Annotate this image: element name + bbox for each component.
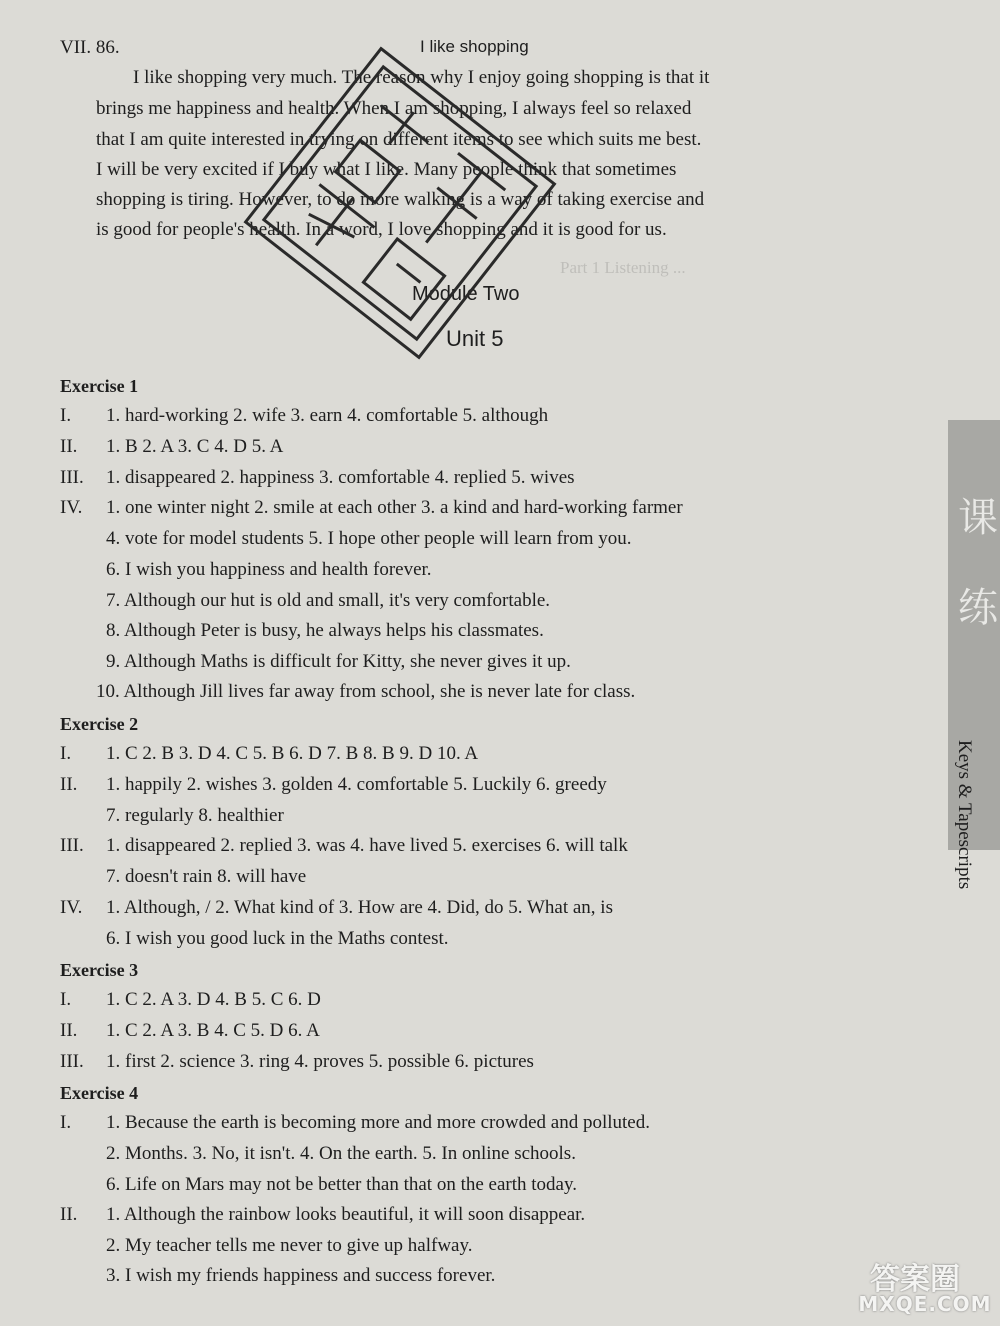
answer-line: 9. Although Maths is difficult for Kitty, she never gives it up. <box>106 651 571 672</box>
module-heading: Module Two <box>412 283 520 305</box>
exercise-1-heading: Exercise 1 <box>60 376 139 396</box>
part-number: II. <box>60 436 78 457</box>
answer-line: 1. disappeared 2. replied 3. was 4. have lived 5. exercises 6. will talk <box>106 835 628 856</box>
answer-line: 6. I wish you happiness and health forever. <box>106 559 432 580</box>
answer-line: 1. C 2. A 3. D 4. B 5. C 6. D <box>106 989 321 1010</box>
side-tab-char: 课 <box>958 495 998 541</box>
part-number: I. <box>60 1112 72 1133</box>
answer-line: 1. C 2. B 3. D 4. C 5. B 6. D 7. B 8. B 9. D 10. A <box>106 743 479 764</box>
part-number: III. <box>60 1051 84 1072</box>
answer-line: 10. Although Jill lives far away from school, she is never late for class. <box>96 681 636 702</box>
answer-line: 1. B 2. A 3. C 4. D 5. A <box>106 436 284 457</box>
exercise-2-heading: Exercise 2 <box>60 714 139 734</box>
part-number: II. <box>60 1204 78 1225</box>
answer-line: 8. Although Peter is busy, he always helps his classmates. <box>106 620 544 641</box>
part-number: IV. <box>60 897 83 918</box>
answer-line: 3. I wish my friends happiness and success forever. <box>106 1265 496 1286</box>
bleed-through: Part 1 Listening ... <box>560 258 686 277</box>
part-number: I. <box>60 405 72 426</box>
logo-text-cn: 答案圈 <box>870 1262 960 1297</box>
answer-line: 2. My teacher tells me never to give up halfway. <box>106 1235 473 1256</box>
essay-line: brings me happiness and health. When I am shopping, I always feel so relaxed <box>96 98 692 119</box>
answer-line: 1. C 2. A 3. B 4. C 5. D 6. A <box>106 1020 320 1041</box>
logo-text-en: MXQE.COM <box>858 1292 992 1316</box>
unit-heading: Unit 5 <box>446 326 504 351</box>
answer-line: 2. Months. 3. No, it isn't. 4. On the earth. 5. In online schools. <box>106 1143 576 1164</box>
answer-line: 1. Because the earth is becoming more and more crowded and polluted. <box>106 1112 650 1133</box>
answer-line: 1. hard-working 2. wife 3. earn 4. comfortable 5. although <box>106 405 549 426</box>
part-number: II. <box>60 1020 78 1041</box>
part-number: IV. <box>60 497 83 518</box>
answer-line: 1. Although the rainbow looks beautiful, it will soon disappear. <box>106 1204 586 1225</box>
part-number: III. <box>60 835 84 856</box>
essay-line: is good for people's health. In a word, I love shopping and it is good for us. <box>96 219 667 240</box>
answer-line: 1. disappeared 2. happiness 3. comfortable 4. replied 5. wives <box>106 467 575 488</box>
part-number: III. <box>60 467 84 488</box>
part-number: I. <box>60 743 72 764</box>
answer-line: 6. I wish you good luck in the Maths contest. <box>106 928 449 949</box>
question-number: VII. 86. <box>60 37 120 58</box>
essay-line: I like shopping very much. The reason why I enjoy going shopping is that it <box>133 67 710 88</box>
exercise-4-heading: Exercise 4 <box>60 1083 139 1103</box>
answer-line: 4. vote for model students 5. I hope other people will learn from you. <box>106 528 632 549</box>
answer-line: 7. Although our hut is old and small, it's very comfortable. <box>106 590 551 611</box>
answer-line: 1. Although, / 2. What kind of 3. How are 4. Did, do 5. What an, is <box>106 897 613 918</box>
answer-line: 6. Life on Mars may not be better than that on the earth today. <box>106 1174 577 1195</box>
answer-line: 1. one winter night 2. smile at each other 3. a kind and hard-working farmer <box>106 497 683 518</box>
answer-line: 7. regularly 8. healthier <box>106 805 284 826</box>
answer-line: 1. happily 2. wishes 3. golden 4. comfortable 5. Luckily 6. greedy <box>106 774 607 795</box>
answer-line: 1. first 2. science 3. ring 4. proves 5. possible 6. pictures <box>106 1051 534 1072</box>
exercise-3-heading: Exercise 3 <box>60 960 139 980</box>
side-tab-label: Keys & Tapescripts <box>954 740 975 890</box>
essay-line: that I am quite interested in trying on different items to see which suits me best. <box>96 129 702 150</box>
part-number: II. <box>60 774 78 795</box>
side-tab-char: 练 <box>958 585 998 631</box>
essay-line: shopping is tiring. However, to do more walking is a way of taking exercise and <box>96 189 705 210</box>
part-number: I. <box>60 989 72 1010</box>
answer-line: 7. doesn't rain 8. will have <box>106 866 307 887</box>
essay-title: I like shopping <box>420 37 529 56</box>
essay-line: I will be very excited if I buy what I like. Many people think that sometimes <box>96 159 677 180</box>
